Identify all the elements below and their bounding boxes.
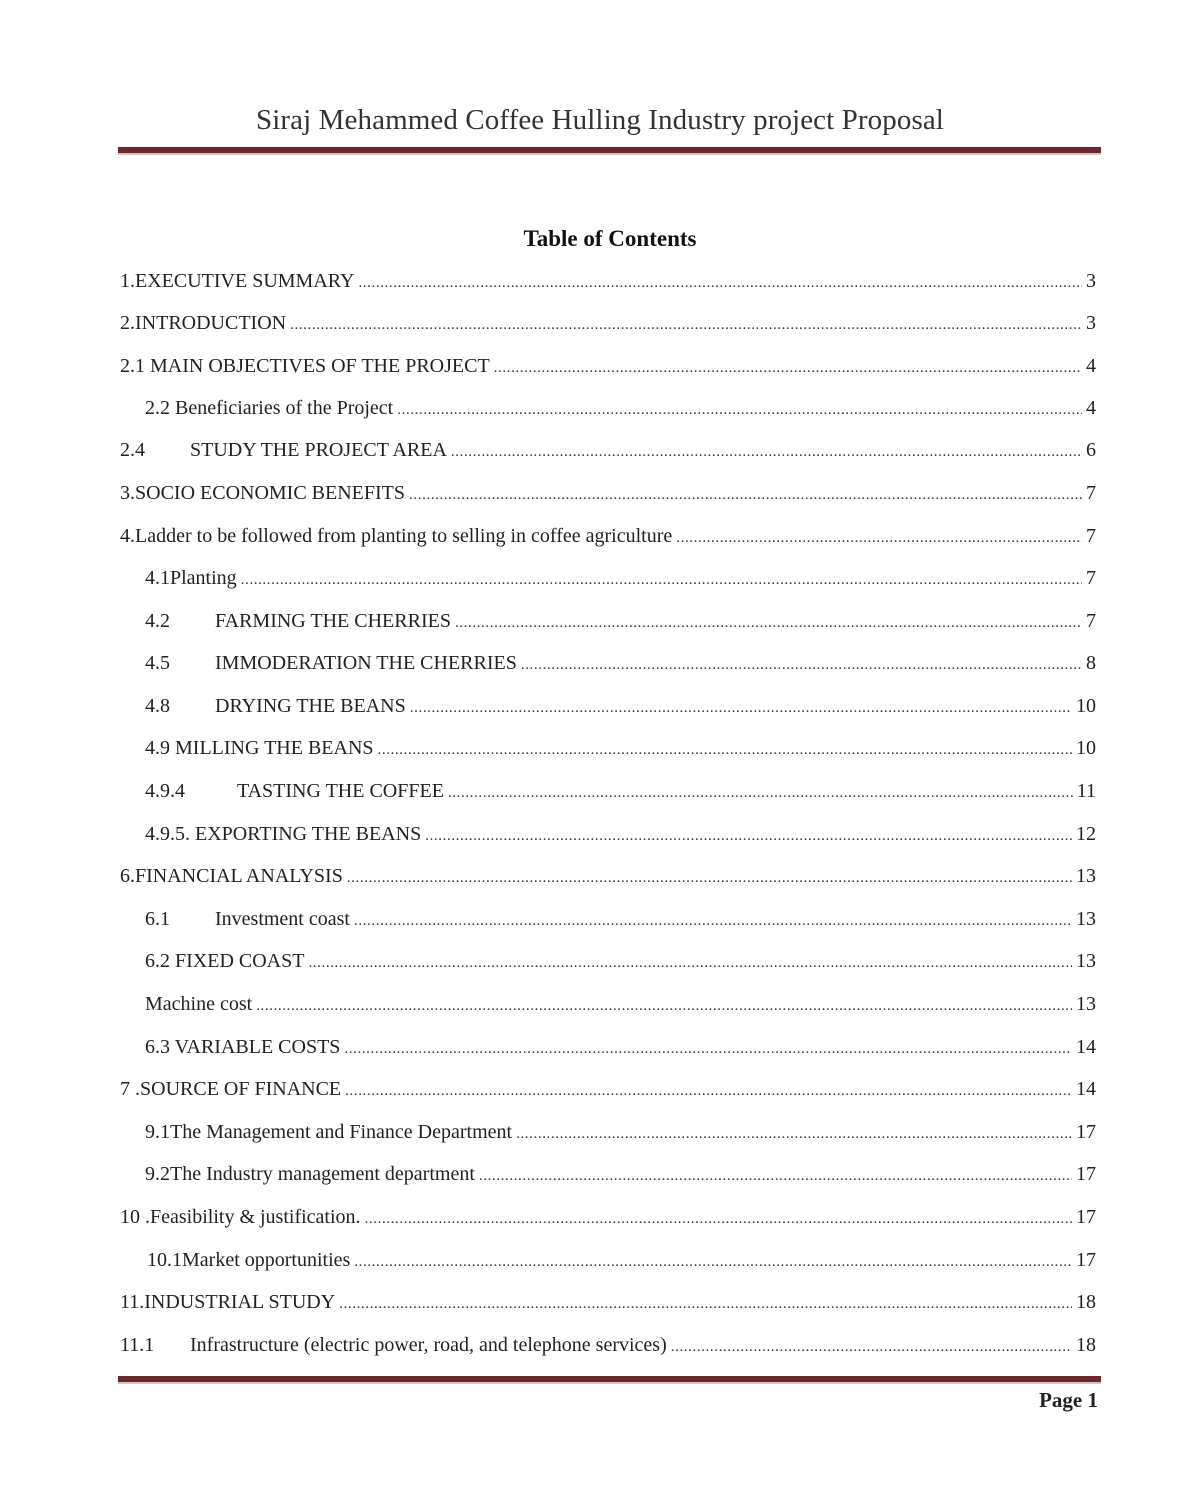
toc-entry-page: 14 xyxy=(1076,1036,1096,1058)
toc-dot-leader xyxy=(397,402,1082,419)
toc-entry-label: 4.9.5. EXPORTING THE BEANS xyxy=(145,823,422,845)
toc-entry-label: 3.SOCIO ECONOMIC BENEFITS xyxy=(120,482,406,504)
toc-dot-leader xyxy=(290,317,1082,334)
toc-entry-page: 13 xyxy=(1076,908,1096,930)
toc-entry-label: STUDY THE PROJECT AREA xyxy=(190,439,447,461)
toc-entry-number: 4.9.4 xyxy=(145,780,185,802)
footer-rule xyxy=(118,1376,1101,1382)
toc-entry-label: 10 .Feasibility & justification. xyxy=(120,1206,361,1228)
toc-dot-leader xyxy=(354,1254,1072,1271)
toc-entry-page: 18 xyxy=(1076,1334,1096,1356)
toc-entry-label: 9.1The Management and Finance Department xyxy=(145,1121,513,1143)
toc-entry-page: 17 xyxy=(1076,1249,1096,1271)
toc-entry[interactable] xyxy=(120,695,1096,725)
toc-entry[interactable] xyxy=(120,865,1096,895)
toc-entry-page: 3 xyxy=(1086,312,1096,334)
toc-dot-leader xyxy=(521,657,1082,674)
toc-entry-label: 6.FINANCIAL ANALYSIS xyxy=(120,865,343,887)
toc-entry-page: 18 xyxy=(1076,1291,1096,1313)
toc-dot-leader xyxy=(479,1168,1072,1185)
toc-entry-label: 10.1Market opportunities xyxy=(147,1249,351,1271)
toc-entry[interactable] xyxy=(120,993,1096,1023)
toc-dot-leader xyxy=(494,360,1082,377)
toc-entry-page: 13 xyxy=(1076,950,1096,972)
toc-entry-number: 11.1 xyxy=(120,1334,155,1356)
toc-entry[interactable] xyxy=(120,567,1096,597)
toc-entry[interactable] xyxy=(120,950,1096,980)
toc-entry-label: Infrastructure (electric power, road, and telephone services) xyxy=(190,1334,667,1356)
toc-entry[interactable] xyxy=(120,780,1096,810)
toc-entry-page: 4 xyxy=(1086,355,1096,377)
toc-entry-page: 7 xyxy=(1086,610,1096,632)
toc-entry-page: 14 xyxy=(1076,1078,1096,1100)
toc-entry-label: 2.2 Beneficiaries of the Project xyxy=(145,397,394,419)
toc-entry[interactable] xyxy=(120,1206,1096,1236)
toc-dot-leader xyxy=(339,1296,1072,1313)
toc-entry-page: 10 xyxy=(1076,737,1096,759)
toc-entry-label: 1.EXECUTIVE SUMMARY xyxy=(120,270,355,292)
toc-entry-label: Investment coast xyxy=(215,908,350,930)
toc-entry-label: 6.2 FIXED COAST xyxy=(145,950,305,972)
toc-dot-leader xyxy=(241,572,1082,589)
toc-entry-page: 7 xyxy=(1086,482,1096,504)
toc-entry-page: 7 xyxy=(1086,567,1096,589)
toc-dot-leader xyxy=(378,742,1072,759)
toc-entry-number: 2.4 xyxy=(120,439,145,461)
toc-entry-label: 4.9 MILLING THE BEANS xyxy=(145,737,374,759)
toc-dot-leader xyxy=(671,1339,1072,1356)
toc-dot-leader xyxy=(455,615,1082,632)
toc-entry[interactable] xyxy=(120,823,1096,853)
toc-dot-leader xyxy=(409,487,1082,504)
toc-entry-number: 4.8 xyxy=(145,695,170,717)
page-header-title: Siraj Mehammed Coffee Hulling Industry project Proposal xyxy=(256,104,944,136)
toc-dot-leader xyxy=(344,1041,1072,1058)
toc-entry[interactable] xyxy=(120,482,1096,512)
toc-entry[interactable] xyxy=(120,610,1096,640)
toc-entry-page: 13 xyxy=(1076,993,1096,1015)
toc-dot-leader xyxy=(354,913,1072,930)
toc-entry[interactable] xyxy=(120,1036,1096,1066)
toc-entry[interactable] xyxy=(120,908,1096,938)
toc-entry-page: 4 xyxy=(1086,397,1096,419)
toc-entry-label: TASTING THE COFFEE xyxy=(237,780,444,802)
header-rule xyxy=(118,147,1101,153)
toc-entry-page: 12 xyxy=(1076,823,1096,845)
toc-entry-page: 11 xyxy=(1076,780,1096,802)
toc-dot-leader xyxy=(516,1126,1072,1143)
toc-entry-label: Machine cost xyxy=(145,993,253,1015)
toc-dot-leader xyxy=(448,785,1073,802)
toc-entry-page: 17 xyxy=(1076,1163,1096,1185)
toc-entry-page: 7 xyxy=(1086,525,1096,547)
toc-dot-leader xyxy=(345,1083,1072,1100)
footer-page-number: Page 1 xyxy=(1039,1388,1098,1412)
toc-entry[interactable] xyxy=(120,270,1096,300)
toc-entry-label: 6.3 VARIABLE COSTS xyxy=(145,1036,341,1058)
toc-entry[interactable] xyxy=(120,1078,1096,1108)
toc-entry[interactable] xyxy=(120,355,1096,385)
toc-dot-leader xyxy=(410,700,1072,717)
toc-dot-leader xyxy=(365,1211,1072,1228)
toc-entry[interactable] xyxy=(120,312,1096,342)
toc-entry-label: 2.INTRODUCTION xyxy=(120,312,287,334)
toc-entry-label: 4.1Planting xyxy=(145,567,237,589)
toc-entry-label: 2.1 MAIN OBJECTIVES OF THE PROJECT xyxy=(120,355,490,377)
toc-dot-leader xyxy=(256,998,1072,1015)
toc-dot-leader xyxy=(358,275,1082,292)
toc-entry-label: 9.2The Industry management department xyxy=(145,1163,475,1185)
toc-heading: Table of Contents xyxy=(523,226,697,251)
toc-entry-page: 17 xyxy=(1076,1206,1096,1228)
toc-entry-page: 10 xyxy=(1076,695,1096,717)
toc-entry[interactable] xyxy=(120,1163,1096,1193)
toc-entry[interactable] xyxy=(120,1291,1096,1321)
toc-entry-number: 4.5 xyxy=(145,652,170,674)
toc-dot-leader xyxy=(425,828,1072,845)
toc-entry-page: 8 xyxy=(1086,652,1096,674)
toc-entry[interactable] xyxy=(120,525,1096,555)
toc-entry-page: 6 xyxy=(1086,439,1096,461)
toc-entry-label: IMMODERATION THE CHERRIES xyxy=(215,652,517,674)
toc-entry-label: 4.Ladder to be followed from planting to selling in coffee agriculture xyxy=(120,525,673,547)
toc-entry[interactable] xyxy=(120,1121,1096,1151)
toc-entry-page: 3 xyxy=(1086,270,1096,292)
toc-entry-label: 11.INDUSTRIAL STUDY xyxy=(120,1291,336,1313)
toc-entry-label: FARMING THE CHERRIES xyxy=(215,610,451,632)
toc-entry-label: DRYING THE BEANS xyxy=(215,695,406,717)
toc-entry-number: 4.2 xyxy=(145,610,170,632)
toc-entry[interactable] xyxy=(120,1249,1096,1279)
toc-dot-leader xyxy=(308,955,1072,972)
toc-entry[interactable] xyxy=(120,737,1096,767)
toc-entry[interactable] xyxy=(120,652,1096,682)
toc-dot-leader xyxy=(347,870,1072,887)
toc-entry[interactable] xyxy=(120,397,1096,427)
toc-entry-number: 6.1 xyxy=(145,908,170,930)
toc-entry-page: 13 xyxy=(1076,865,1096,887)
toc-entry[interactable] xyxy=(120,1334,1096,1364)
toc-entry[interactable] xyxy=(120,439,1096,469)
toc-dot-leader xyxy=(451,444,1082,461)
toc-entry-label: 7 .SOURCE OF FINANCE xyxy=(120,1078,342,1100)
toc-dot-leader xyxy=(676,530,1082,547)
toc-entry-page: 17 xyxy=(1076,1121,1096,1143)
